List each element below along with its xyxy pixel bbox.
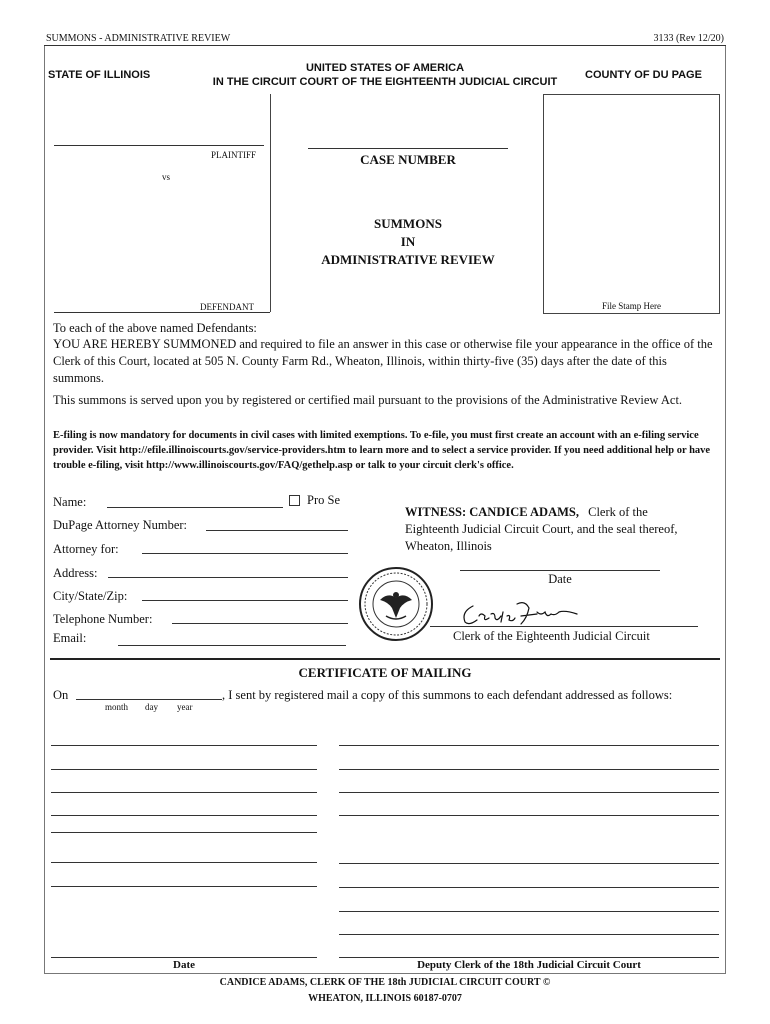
witness-line2: Eighteenth Judicial Circuit Court, and the seal thereof,	[405, 522, 678, 536]
vs-label: vs	[162, 172, 171, 182]
email-input[interactable]	[118, 645, 346, 646]
witness-clerk: Clerk of the	[588, 505, 648, 519]
address-line-left-4[interactable]	[51, 815, 317, 816]
address-line-right-5[interactable]	[339, 863, 719, 864]
day-label: day	[145, 702, 158, 712]
name-label: Name:	[53, 495, 87, 509]
city-label: City/State/Zip:	[53, 589, 128, 603]
court-seal-icon	[358, 566, 434, 642]
witness-line3: Wheaton, Illinois	[405, 539, 492, 553]
address-line-left-2[interactable]	[51, 769, 317, 770]
clerk-label: Clerk of the Eighteenth Judicial Circuit	[453, 629, 650, 643]
defendant-line[interactable]	[54, 312, 270, 313]
address-line-left-1[interactable]	[51, 745, 317, 746]
address-line-right-9[interactable]	[339, 957, 719, 958]
address-line-left-5[interactable]	[51, 832, 317, 833]
email-label: Email:	[53, 631, 87, 645]
case-number-label: CASE NUMBER	[360, 152, 456, 167]
address-line-left-3[interactable]	[51, 792, 317, 793]
defendant-label: DEFENDANT	[200, 302, 254, 312]
doc-title-1: SUMMONS	[374, 216, 442, 231]
witness-name: WITNESS: CANDICE ADAMS,	[405, 505, 579, 519]
address-line-right-3[interactable]	[339, 792, 719, 793]
clerk-signature-line	[430, 626, 698, 627]
address-line-right-6[interactable]	[339, 887, 719, 888]
state-label: STATE OF ILLINOIS	[48, 69, 151, 81]
certificate-date-label: Date	[173, 959, 195, 971]
attorney-for-label: Attorney for:	[53, 542, 119, 556]
city-input[interactable]	[142, 600, 348, 601]
court-line2: IN THE CIRCUIT COURT OF THE EIGHTEENTH JUDICIAL CIRCUIT	[212, 76, 558, 88]
telephone-input[interactable]	[172, 623, 348, 624]
footer-line2: WHEATON, ILLINOIS 60187-0707	[308, 993, 462, 1004]
caption-divider-left	[270, 94, 271, 312]
plaintiff-line[interactable]	[54, 145, 264, 146]
address-line-left-6[interactable]	[51, 862, 317, 863]
attorney-number-label: DuPage Attorney Number:	[53, 518, 188, 532]
telephone-label: Telephone Number:	[53, 612, 153, 626]
pro-se-checkbox[interactable]	[289, 495, 300, 506]
body-p2: YOU ARE HEREBY SUMMONED and required to file an answer in this case or otherwise file your appearance in the office of the Clerk of this Court, located at 505 N. County Farm Rd., Wheaton, Illinois, within thirty-five (35) days after the date of this summons.	[53, 337, 713, 385]
certificate-on: On	[53, 688, 69, 702]
body-p3: This summons is served upon you by registered or certified mail pursuant to the provisions of the Administrative Review Act.	[53, 393, 683, 407]
address-line-left-7[interactable]	[51, 886, 317, 887]
doc-title-3: ADMINISTRATIVE REVIEW	[321, 252, 495, 267]
body-p1: To each of the above named Defendants:	[53, 321, 257, 335]
certificate-date-line[interactable]	[51, 957, 317, 958]
address-line-right-4[interactable]	[339, 815, 719, 816]
address-line-right-1[interactable]	[339, 745, 719, 746]
file-stamp-label: File Stamp Here	[602, 301, 661, 311]
court-line1: UNITED STATES OF AMERICA	[305, 62, 465, 74]
form-number: 3133 (Rev 12/20)	[653, 33, 724, 44]
address-line-right-2[interactable]	[339, 769, 719, 770]
address-line-right-7[interactable]	[339, 911, 719, 912]
witness-date-label: Date	[548, 572, 572, 586]
attorney-number-input[interactable]	[206, 530, 348, 531]
certificate-sentence: , I sent by registered mail a copy of this summons to each defendant addressed as follows:	[222, 688, 673, 702]
pro-se-label: Pro Se	[307, 493, 340, 507]
county-label: COUNTY OF DU PAGE	[585, 69, 702, 81]
deputy-clerk-label: Deputy Clerk of the 18th Judicial Circuit Court	[417, 959, 641, 971]
case-number-field[interactable]	[308, 148, 508, 149]
certificate-title: CERTIFICATE OF MAILING	[298, 665, 472, 680]
address-label: Address:	[53, 566, 98, 580]
address-input[interactable]	[108, 577, 348, 578]
attorney-for-input[interactable]	[142, 553, 348, 554]
section-divider	[50, 658, 720, 660]
footer-line1: CANDICE ADAMS, CLERK OF THE 18th JUDICIAL CIRCUIT COURT ©	[219, 977, 551, 988]
witness-line1	[405, 505, 648, 520]
form-title: SUMMONS - ADMINISTRATIVE REVIEW	[46, 33, 231, 44]
name-input[interactable]	[107, 507, 283, 508]
efile-notice: E-filing is now mandatory for documents in civil cases with limited exemptions. To e-file, you must first create an account with an e-filing service provider. Visit http://efile.illinoiscourts.gov/service-providers.htm to learn more and to select a service provider. If you need additional help or have trouble e-filing, visit http://www.illinoiscourts.gov/FAQ/gethelp.asp or talk to your circuit clerk's office.	[53, 430, 711, 471]
year-label: year	[177, 702, 193, 712]
witness-date-field[interactable]	[460, 570, 660, 571]
mailing-date-input[interactable]	[76, 699, 222, 700]
file-stamp-box	[543, 94, 720, 314]
month-label: month	[105, 702, 129, 712]
address-line-right-8[interactable]	[339, 934, 719, 935]
plaintiff-label: PLAINTIFF	[211, 150, 257, 160]
doc-title-2: IN	[400, 234, 416, 249]
